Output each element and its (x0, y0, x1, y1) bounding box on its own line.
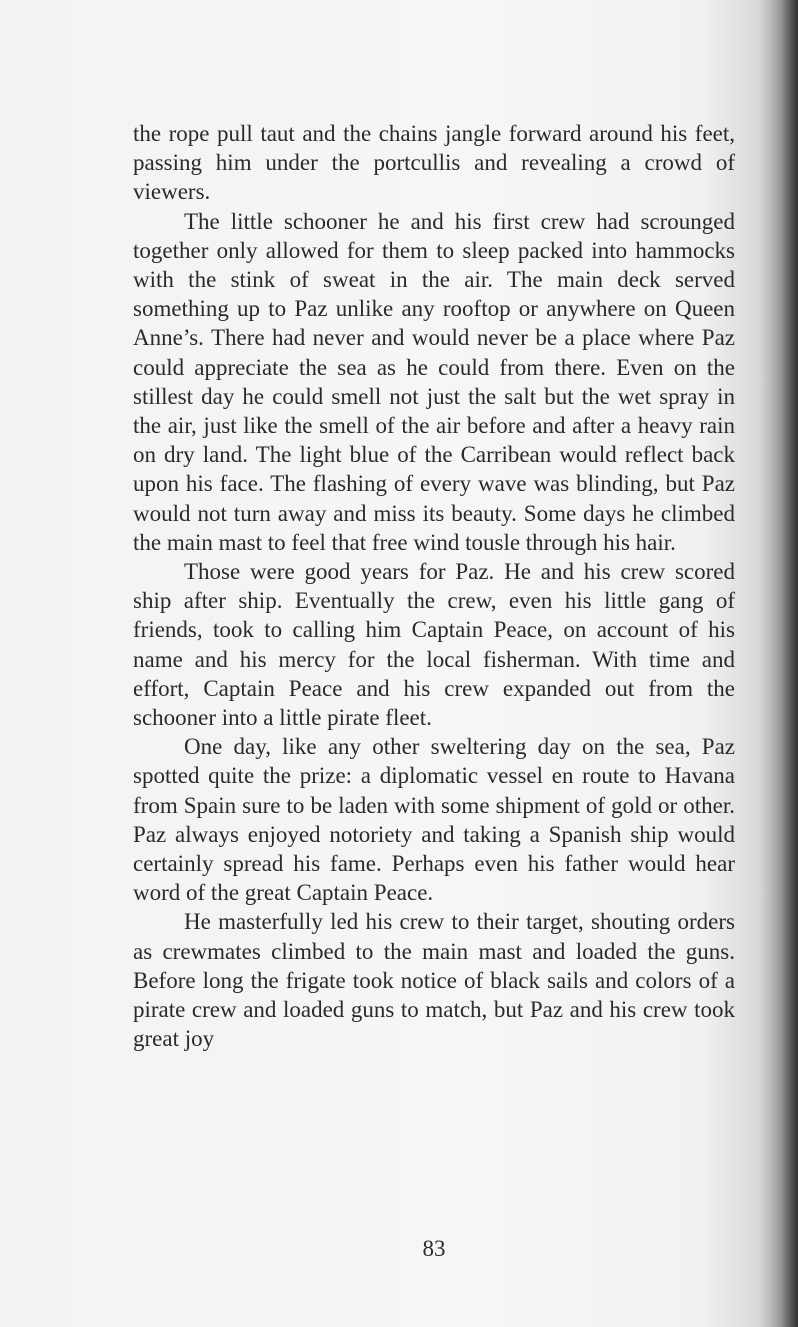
page-number: 83 (422, 1236, 446, 1261)
paragraph-5: He masterfully led his crew to their target, shouting orders as crewmates climbed to the main mast and loaded the guns. Before long the frigate took notice of black sails and colors of a pirate crew and loaded guns to match, but Paz and his crew took great joy (133, 909, 735, 1052)
paragraph-1: the rope pull taut and the chains jangle forward around his feet, passing him under the portcullis and revealing a crowd of viewers. (133, 121, 735, 205)
paragraph-2: The little schooner he and his first crew had scrounged together only allowed for them to sleep packed into hammocks with the stink of sweat in the air. The main deck served something up to Paz unlike any rooftop or anywhere on Queen Anne’s. There had never and would never be a place where Paz could appreciate the sea as he could from there. Even on the stillest day he could smell not just the salt but the wet spray in the air, just like the smell of the air before and after a heavy rain on dry land. The light blue of the Carribean would reflect back upon his face. The flashing of every wave was blinding, but Paz would not turn away and miss its beauty. Some days he climbed the main mast to feel that free wind tousle through his hair. (133, 208, 735, 555)
body-text (133, 119, 735, 1054)
binding-shadow (768, 0, 798, 1327)
paragraph-3: Those were good years for Paz. He and his crew scored ship after ship. Eventually the crew, even his little gang of friends, took to calling him Captain Peace, on account of his name and his mercy for the local fisherman. With time and effort, Captain Peace and his crew expanded out from the schooner into a little pirate fleet. (133, 559, 735, 731)
paragraph-4: One day, like any other sweltering day on the sea, Paz spotted quite the prize: a diplomatic vessel en route to Havana from Spain sure to be laden with some shipment of gold or other. Paz always enjoyed notoriety and taking a Spanish ship would certainly spread his fame. Perhaps even his father would hear word of the great Captain Peace. (133, 734, 735, 906)
